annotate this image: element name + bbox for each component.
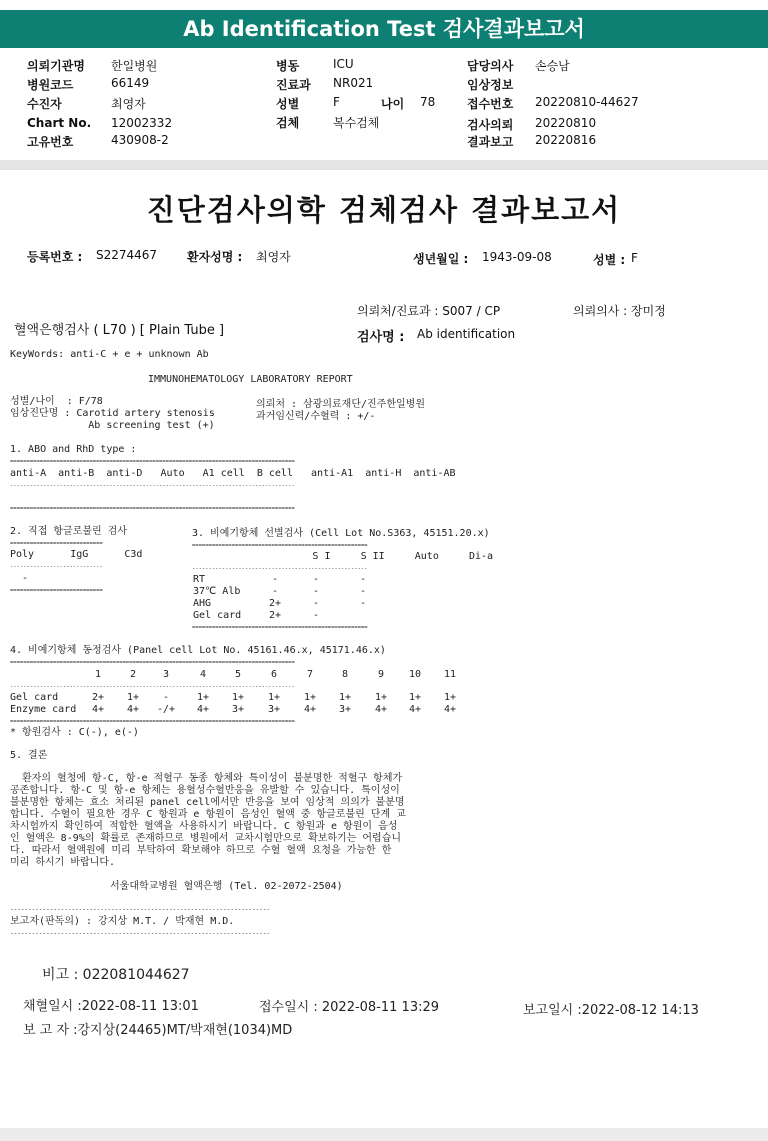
panel-cell: 1+ bbox=[408, 692, 422, 703]
panel-cell: 1+ bbox=[374, 692, 388, 703]
test-group: 혈액은행검사 ( L70 ) [ Plain Tube ] bbox=[14, 323, 225, 338]
conclusion-line: 환자의 혈청에 항-C, 항-e 적혈구 동종 항체와 특이성이 불분명한 적혈구 항체가 bbox=[10, 773, 403, 784]
diagnosis-line: 임상진단명 : Carotid artery stenosis bbox=[10, 408, 215, 419]
panel-col: 4 bbox=[199, 669, 207, 680]
diagnosis-line-2: Ab screening test (+) bbox=[10, 420, 215, 431]
screen-row-name: AHG bbox=[193, 598, 212, 609]
panel-col: 2 bbox=[129, 669, 137, 680]
panel-cell: - bbox=[162, 692, 170, 703]
referral-org-line: 의뢰처 : 삼광의료재단/진주한일병원 bbox=[256, 399, 425, 410]
specimen-label: 검체 bbox=[276, 116, 300, 130]
panel-cell: 1+ bbox=[267, 692, 281, 703]
section3-title: 3. 비예기항체 선별검사 (Cell Lot No.S363, 45151.20.x) bbox=[192, 528, 490, 539]
screen-row-name: RT bbox=[193, 574, 206, 585]
panel-col: 3 bbox=[162, 669, 170, 680]
received-time: 접수일시 : 2022-08-11 13:29 bbox=[259, 1000, 440, 1015]
result-date-label: 결과보고 bbox=[467, 135, 514, 149]
panel-cell: -/+ bbox=[156, 704, 176, 715]
sex-value: F bbox=[333, 95, 340, 109]
rule-b: ------------------------------------------------------------------------ bbox=[10, 930, 271, 937]
panel-col: 9 bbox=[377, 669, 385, 680]
report-title: 진단검사의학 검체검사 결과보고서 bbox=[146, 193, 622, 227]
screen-cell: - bbox=[312, 586, 320, 597]
screen-cell: - bbox=[271, 574, 279, 585]
request-date-label: 검사의뢰 bbox=[467, 118, 514, 132]
panel-col: 11 bbox=[443, 669, 457, 680]
section2-dash: ---------------------------- bbox=[10, 564, 103, 570]
collected-time: 채혈일시 :2022-08-11 13:01 bbox=[23, 999, 199, 1014]
doctor-label: 담당의사 bbox=[467, 59, 514, 73]
section5-title: 5. 결론 bbox=[10, 750, 48, 761]
conclusion-line: 불분명한 항체는 효소 처리된 panel cell에서만 반응을 보여 임상적 의의가 불분명 bbox=[10, 797, 405, 808]
ward-value: ICU bbox=[333, 57, 354, 71]
section1-end: ====================================================================================== bbox=[10, 506, 295, 512]
screen-cell: - bbox=[359, 574, 367, 585]
conclusion-line: 다. 따라서 혈액원에 미리 부탁하여 확보해야 하므로 수혈 혈액 요청을 가능한 한 bbox=[10, 845, 392, 856]
panel-col: 6 bbox=[270, 669, 278, 680]
referring-doctor: 의뢰의사 : 장미정 bbox=[573, 304, 666, 318]
panel-cell: 4+ bbox=[196, 704, 210, 715]
patient-sex-value: F bbox=[631, 251, 638, 265]
screen-cell: - bbox=[359, 598, 367, 609]
section3-rule: ===================================================== bbox=[192, 543, 368, 549]
screen-row-name: 37℃ Alb bbox=[193, 586, 241, 597]
doctor-value: 손승남 bbox=[535, 59, 570, 73]
panel-cell: 4+ bbox=[408, 704, 422, 715]
screen-cell: - bbox=[359, 586, 367, 597]
panel-cell: 1+ bbox=[303, 692, 317, 703]
result-date-value: 20220816 bbox=[535, 133, 597, 147]
section2-headers: Poly IgG C3d bbox=[10, 549, 143, 560]
reg-no-label: 등록번호 : bbox=[27, 250, 83, 264]
reported-time: 보고일시 :2022-08-12 14:13 bbox=[523, 1003, 699, 1018]
section3-dash: ----------------------------------------------------- bbox=[192, 566, 368, 572]
section3-headers: S I S II Auto Di-a bbox=[192, 551, 494, 562]
test-name-label: 검사명 : bbox=[357, 330, 405, 345]
antigen-test: * 항원검사 : C(-), e(-) bbox=[10, 727, 139, 738]
section3-end: ===================================================== bbox=[192, 625, 368, 631]
birth-label: 생년월일 : bbox=[413, 252, 469, 266]
recipient-label: 수진자 bbox=[27, 97, 62, 111]
patient-sex-label: 성별 : bbox=[593, 253, 626, 267]
reporter: 보 고 자 :강지상(24465)MT/박재현(1034)MD bbox=[23, 1023, 293, 1038]
panel-cell: 4+ bbox=[126, 704, 140, 715]
section4-title: 4. 비예기항체 동정검사 (Panel cell Lot No. 45161.46.x, 45171.46.x) bbox=[10, 645, 386, 656]
hospital-code-label: 병원코드 bbox=[27, 78, 74, 92]
conclusion-line: 차시험까지 확인하여 적합한 혈액을 사용하시기 바랍니다. C 항원과 e 항원이 음성 bbox=[10, 821, 398, 832]
panel-row-name: Gel card bbox=[10, 692, 59, 703]
panel-col: 1 bbox=[94, 669, 102, 680]
rule-a: ------------------------------------------------------------------------ bbox=[10, 906, 271, 913]
section2-rule: ============================ bbox=[10, 541, 103, 547]
section1-title: 1. ABO and RhD type : bbox=[10, 444, 137, 455]
patient-name-label: 환자성명 : bbox=[187, 250, 243, 264]
bottom-strip bbox=[0, 1128, 768, 1141]
department-label: 진료과 bbox=[276, 78, 311, 92]
panel-cell: 1+ bbox=[338, 692, 352, 703]
panel-col: 10 bbox=[408, 669, 422, 680]
screen-cell: 2+ bbox=[268, 610, 282, 621]
panel-col: 5 bbox=[234, 669, 242, 680]
panel-col: 8 bbox=[341, 669, 349, 680]
sex-label: 성별 bbox=[276, 97, 300, 111]
conclusion-line: 공존합니다. 항-C 및 항-e 항체는 용혈성수혈반응을 유발할 수 있습니다. 특이성이 bbox=[10, 785, 400, 796]
keywords: KeyWords: anti-C + e + unknown Ab bbox=[10, 349, 209, 360]
age-label: 나이 bbox=[381, 97, 405, 111]
section-divider bbox=[0, 160, 768, 170]
section4-dash: -------------------------------------------------------------------------------------- bbox=[10, 684, 295, 690]
panel-col: 7 bbox=[306, 669, 314, 680]
reporter-line: 보고자(판독의) : 강지상 M.T. / 박재현 M.D. bbox=[10, 916, 235, 927]
referral-info: 의뢰처/진료과 : S007 / CP bbox=[357, 304, 501, 318]
screen-cell: - bbox=[312, 610, 320, 621]
panel-cell: 4+ bbox=[374, 704, 388, 715]
hospital-code-value: 66149 bbox=[111, 76, 150, 90]
screen-cell: 2+ bbox=[268, 598, 282, 609]
screen-cell: - bbox=[312, 598, 320, 609]
reg-no-value: S2274467 bbox=[96, 248, 158, 262]
panel-cell: 1+ bbox=[443, 692, 457, 703]
chart-no-label: Chart No. bbox=[27, 116, 92, 130]
note: 비고 : 022081044627 bbox=[42, 967, 190, 983]
panel-cell: 3+ bbox=[267, 704, 281, 715]
age-value: 78 bbox=[420, 95, 436, 109]
ward-label: 병동 bbox=[276, 59, 300, 73]
request-date-value: 20220810 bbox=[535, 116, 597, 130]
panel-cell: 3+ bbox=[338, 704, 352, 715]
conclusion-line: 인 혈액은 8-9%의 확률로 존재하므로 병원에서 교차시험만으로 확보하기는 어렵습니 bbox=[10, 833, 402, 844]
sex-age-line: 성별/나이 : F/78 bbox=[10, 396, 103, 407]
panel-cell: 1+ bbox=[196, 692, 210, 703]
conclusion-line: 미리 하시기 바랍니다. bbox=[10, 857, 116, 868]
hospital-label: 의뢰기관명 bbox=[27, 59, 85, 73]
clinical-info-label: 임상정보 bbox=[467, 78, 514, 92]
receipt-no-value: 20220810-44627 bbox=[535, 95, 639, 109]
section4-rule: ====================================================================================== bbox=[10, 660, 295, 666]
lab-report-title: IMMUNOHEMATOLOGY LABORATORY REPORT bbox=[148, 374, 353, 385]
section4-end: ====================================================================================== bbox=[10, 719, 295, 725]
panel-cell: 4+ bbox=[443, 704, 457, 715]
panel-cell: 4+ bbox=[91, 704, 105, 715]
hospital-line: 서울대학교병원 혈액은행 (Tel. 02-2072-2504) bbox=[110, 881, 343, 892]
department-value: NR021 bbox=[333, 76, 374, 90]
header-title: Ab Identification Test 검사결과보고서 bbox=[183, 17, 585, 41]
screen-cell: - bbox=[271, 586, 279, 597]
recipient-value: 최영자 bbox=[111, 97, 146, 111]
panel-row-name: Enzyme card bbox=[10, 704, 77, 715]
section1-headers: anti-A anti-B anti-D Auto A1 cell B cell anti-A1 anti-H anti-AB bbox=[10, 468, 456, 479]
panel-cell: 3+ bbox=[231, 704, 245, 715]
section2-title: 2. 직접 항글로불린 검사 bbox=[10, 526, 128, 537]
conclusion-line: 합니다. 수혈이 필요한 경우 C 항원과 e 항원이 음성인 혈액 중 항글로불린 단계 교 bbox=[10, 809, 406, 820]
receipt-no-label: 접수번호 bbox=[467, 97, 514, 111]
panel-cell: 4+ bbox=[303, 704, 317, 715]
specimen-value: 복수검체 bbox=[333, 116, 380, 130]
section1-dash: -------------------------------------------------------------------------------------- bbox=[10, 483, 295, 489]
unique-no-label: 고유번호 bbox=[27, 135, 74, 149]
section2-end: ============================ bbox=[10, 588, 103, 594]
screen-cell: - bbox=[312, 574, 320, 585]
patient-name-value: 최영자 bbox=[256, 250, 291, 264]
chart-no-value: 12002332 bbox=[111, 116, 173, 130]
birth-value: 1943-09-08 bbox=[482, 250, 552, 264]
panel-cell: 1+ bbox=[126, 692, 140, 703]
panel-cell: 2+ bbox=[91, 692, 105, 703]
section1-rule: ====================================================================================== bbox=[10, 459, 295, 465]
section2-value: - bbox=[10, 573, 29, 584]
history-line: 과거임신력/수혈력 : +/- bbox=[256, 411, 376, 422]
unique-no-value: 430908-2 bbox=[111, 133, 169, 147]
test-name-value: Ab identification bbox=[417, 327, 516, 341]
screen-row-name: Gel card bbox=[193, 610, 242, 621]
panel-cell: 1+ bbox=[231, 692, 245, 703]
hospital-value: 한일병원 bbox=[111, 59, 158, 73]
